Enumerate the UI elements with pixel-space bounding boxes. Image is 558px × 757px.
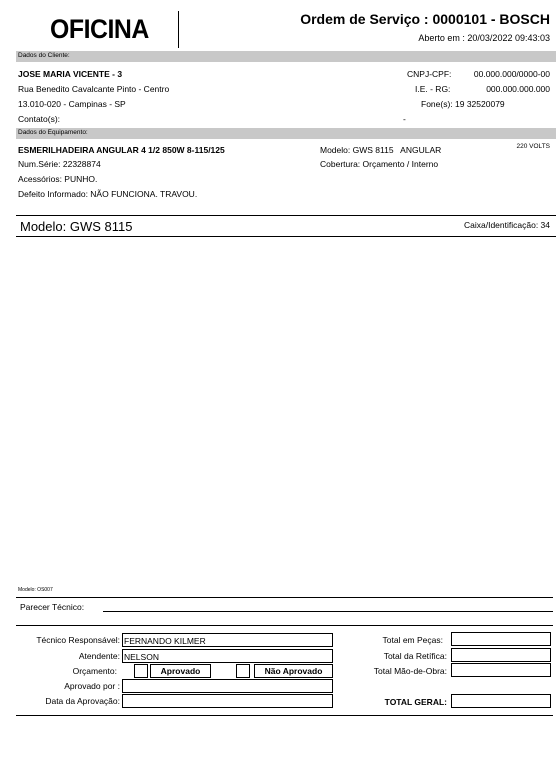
cnpj-label: CNPJ-CPF: [407,69,452,79]
approved-label: Aprovado [150,664,211,678]
client-phone: Fone(s): 19 32520079 [421,99,505,109]
parts-total-label: Total em Peças: [382,635,443,645]
equipment-section-bar [16,128,556,139]
company-logo: OFICINA [50,14,149,44]
client-address: Rua Benedito Cavalcante Pinto - Centro [18,84,170,94]
rectify-total-field[interactable] [451,648,551,662]
attendant-field[interactable]: NELSON [122,649,333,663]
opened-date: Aberto em : 20/03/2022 09:43:03 [418,33,550,43]
box-identification: Caixa/Identificação: 34 [464,220,550,230]
approved-checkbox[interactable] [134,664,148,678]
form-bottom-rule [16,715,553,716]
attendant-label: Atendente: [78,651,120,661]
client-city: 13.010-020 - Campinas - SP [18,99,126,109]
client-section-label: Dados do Cliente: [18,52,70,59]
approved-by-field[interactable] [122,679,333,693]
equipment-defect: Defeito Informado: NÃO FUNCIONA. TRAVOU. [18,189,198,199]
order-title: Ordem de Serviço : 0000101 - BOSCH [300,11,550,27]
approval-date-field[interactable] [122,694,333,708]
client-section-bar [16,51,556,62]
not-approved-checkbox[interactable] [236,664,250,678]
equipment-serial: Num.Série: 22328874 [18,159,101,169]
equipment-section-label: Dados do Equipamento: [18,129,88,136]
form-code: Modelo: OS007 [18,587,53,593]
ie-label: I.E. - RG: [415,84,451,94]
opinion-bottom-rule [16,625,553,626]
header-divider [178,11,179,48]
approved-by-label: Aprovado por : [64,681,120,691]
not-approved-label: Não Aprovado [254,664,333,678]
tech-label: Técnico Responsável: [36,635,120,645]
tech-field[interactable]: FERNANDO KILMER [122,633,333,647]
budget-label: Orçamento: [72,666,117,676]
model-large: Modelo: GWS 8115 [20,219,133,234]
model-row-top-rule [16,215,556,216]
client-contacts-label: Contato(s): [18,114,61,124]
model-row-bottom-rule [16,236,556,237]
equipment-name: ESMERILHADEIRA ANGULAR 4 1/2 850W 8-115/125 [18,145,225,155]
client-name: JOSE MARIA VICENTE - 3 [18,69,123,79]
cnpj-value: 00.000.000/0000-00 [473,69,550,79]
client-contacts-value: - [403,114,406,124]
parts-total-field[interactable] [451,632,551,646]
labor-total-field[interactable] [451,663,551,677]
opinion-top-rule [16,597,553,598]
opinion-label: Parecer Técnico: [20,602,85,612]
ie-value: 000.000.000.000 [486,84,550,94]
equipment-accessories: Acessórios: PUNHO. [18,174,98,184]
equipment-voltage: 220 VOLTS [516,143,550,150]
opinion-line[interactable] [103,611,553,612]
approval-date-label: Data da Aprovação: [45,696,120,706]
grand-total-label: TOTAL GERAL: [384,697,447,707]
equipment-model: Modelo: GWS 8115 ANGULAR [320,145,442,155]
equipment-coverage: Cobertura: Orçamento / Interno [320,159,439,169]
grand-total-field[interactable] [451,694,551,708]
labor-total-label: Total Mão-de-Obra: [373,666,447,676]
rectify-total-label: Total da Retífica: [383,651,447,661]
